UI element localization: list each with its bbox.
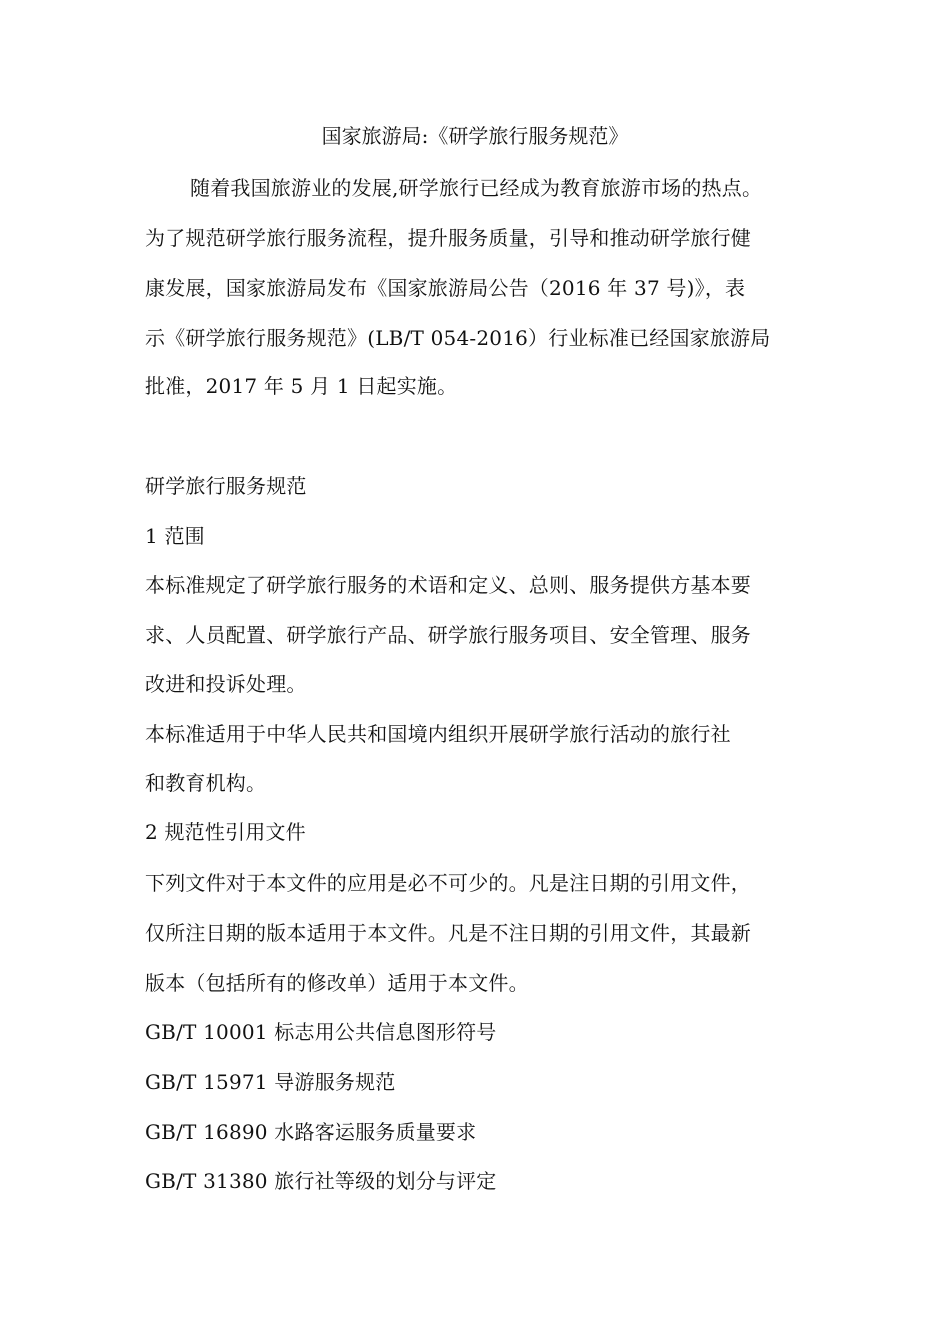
scope-line-2: 求、人员配置、研学旅行产品、研学旅行服务项目、安全管理、服务	[145, 623, 751, 647]
document-title: 国家旅游局:《研学旅行服务规范》	[321, 124, 629, 148]
section-heading: 研学旅行服务规范	[145, 474, 307, 498]
intro-line-3: 康发展，国家旅游局发布《国家旅游局公告（2016 年 37 号)》，表	[145, 276, 746, 300]
ref-item-4: GB/T 31380 旅行社等级的划分与评定	[145, 1169, 497, 1193]
refs-heading: 2 规范性引用文件	[145, 820, 306, 844]
scope-line-5: 和教育机构。	[145, 771, 267, 795]
intro-line-1: 随着我国旅游业的发展,研学旅行已经成为教育旅游市场的热点。	[190, 176, 763, 200]
scope-line-4: 本标准适用于中华人民共和国境内组织开展研学旅行活动的旅行社	[145, 722, 731, 746]
scope-line-1: 本标准规定了研学旅行服务的术语和定义、总则、服务提供方基本要	[145, 573, 751, 597]
refs-line-1: 下列文件对于本文件的应用是必不可少的。凡是注日期的引用文件，	[145, 871, 751, 895]
ref-item-2: GB/T 15971 导游服务规范	[145, 1070, 396, 1094]
scope-line-3: 改进和投诉处理。	[145, 672, 307, 696]
ref-item-1: GB/T 10001 标志用公共信息图形符号	[145, 1020, 497, 1044]
refs-line-2: 仅所注日期的版本适用于本文件。凡是不注日期的引用文件，其最新	[145, 921, 751, 945]
intro-line-2: 为了规范研学旅行服务流程，提升服务质量，引导和推动研学旅行健	[145, 226, 751, 250]
scope-heading: 1 范围	[145, 524, 205, 548]
refs-line-3: 版本（包括所有的修改单）适用于本文件。	[145, 971, 529, 995]
ref-item-3: GB/T 16890 水路客运服务质量要求	[145, 1120, 477, 1144]
intro-line-5: 批准，2017 年 5 月 1 日起实施。	[145, 374, 458, 398]
intro-line-4: 示《研学旅行服务规范》(LB/T 054-2016）行业标准已经国家旅游局	[145, 326, 771, 350]
